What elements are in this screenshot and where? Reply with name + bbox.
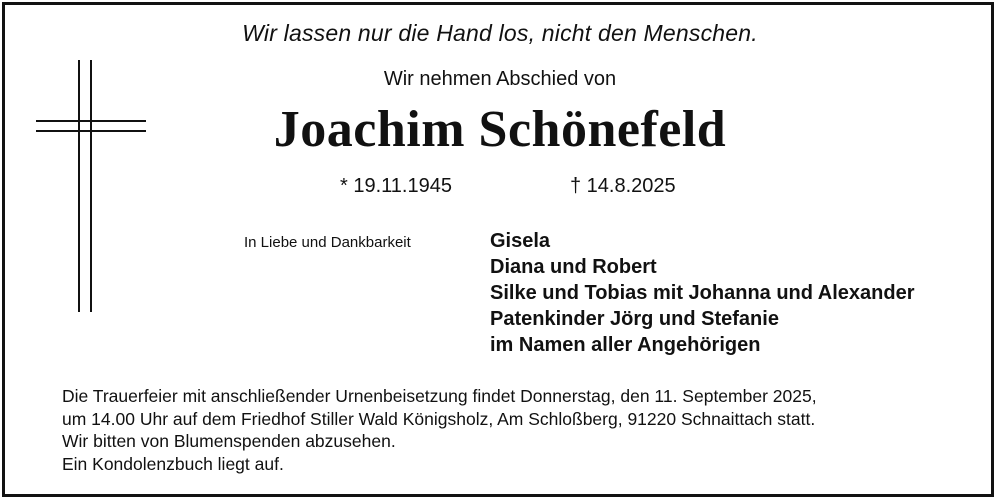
mourner-line: Silke und Tobias mit Johanna und Alexander [490,282,915,304]
notice-line: Die Trauerfeier mit anschließender Urnenbeisetzung findet Donnerstag, den 11. September 2025, [62,386,817,406]
cross-icon [36,60,148,316]
notice-line: Wir bitten von Blumenspenden abzusehen. [62,431,396,451]
notice-line: um 14.00 Uhr auf dem Friedhof Stiller Wald Königsholz, Am Schloßberg, 91220 Schnaittach statt. [62,408,816,429]
mourner-line: Patenkinder Jörg und Stefanie [490,308,779,330]
farewell-intro: Wir nehmen Abschied von [383,68,617,90]
mourners-list [490,228,915,358]
mourner-line: Diana und Robert [490,256,657,278]
dedication-text: In Liebe und Dankbarkeit [244,234,411,251]
death-date: † 14.8.2025 [570,175,676,197]
funeral-notice [62,385,817,475]
notice-line: Ein Kondolenzbuch liegt auf. [62,453,284,474]
mourner-line: im Namen aller Angehörigen [490,334,761,356]
motto-quote: Wir lassen nur die Hand los, nicht den Menschen. [242,20,758,46]
deceased-name: Joachim Schönefeld [273,101,727,158]
birth-date: * 19.11.1945 [340,175,452,197]
mourner-line: Gisela [490,230,551,252]
